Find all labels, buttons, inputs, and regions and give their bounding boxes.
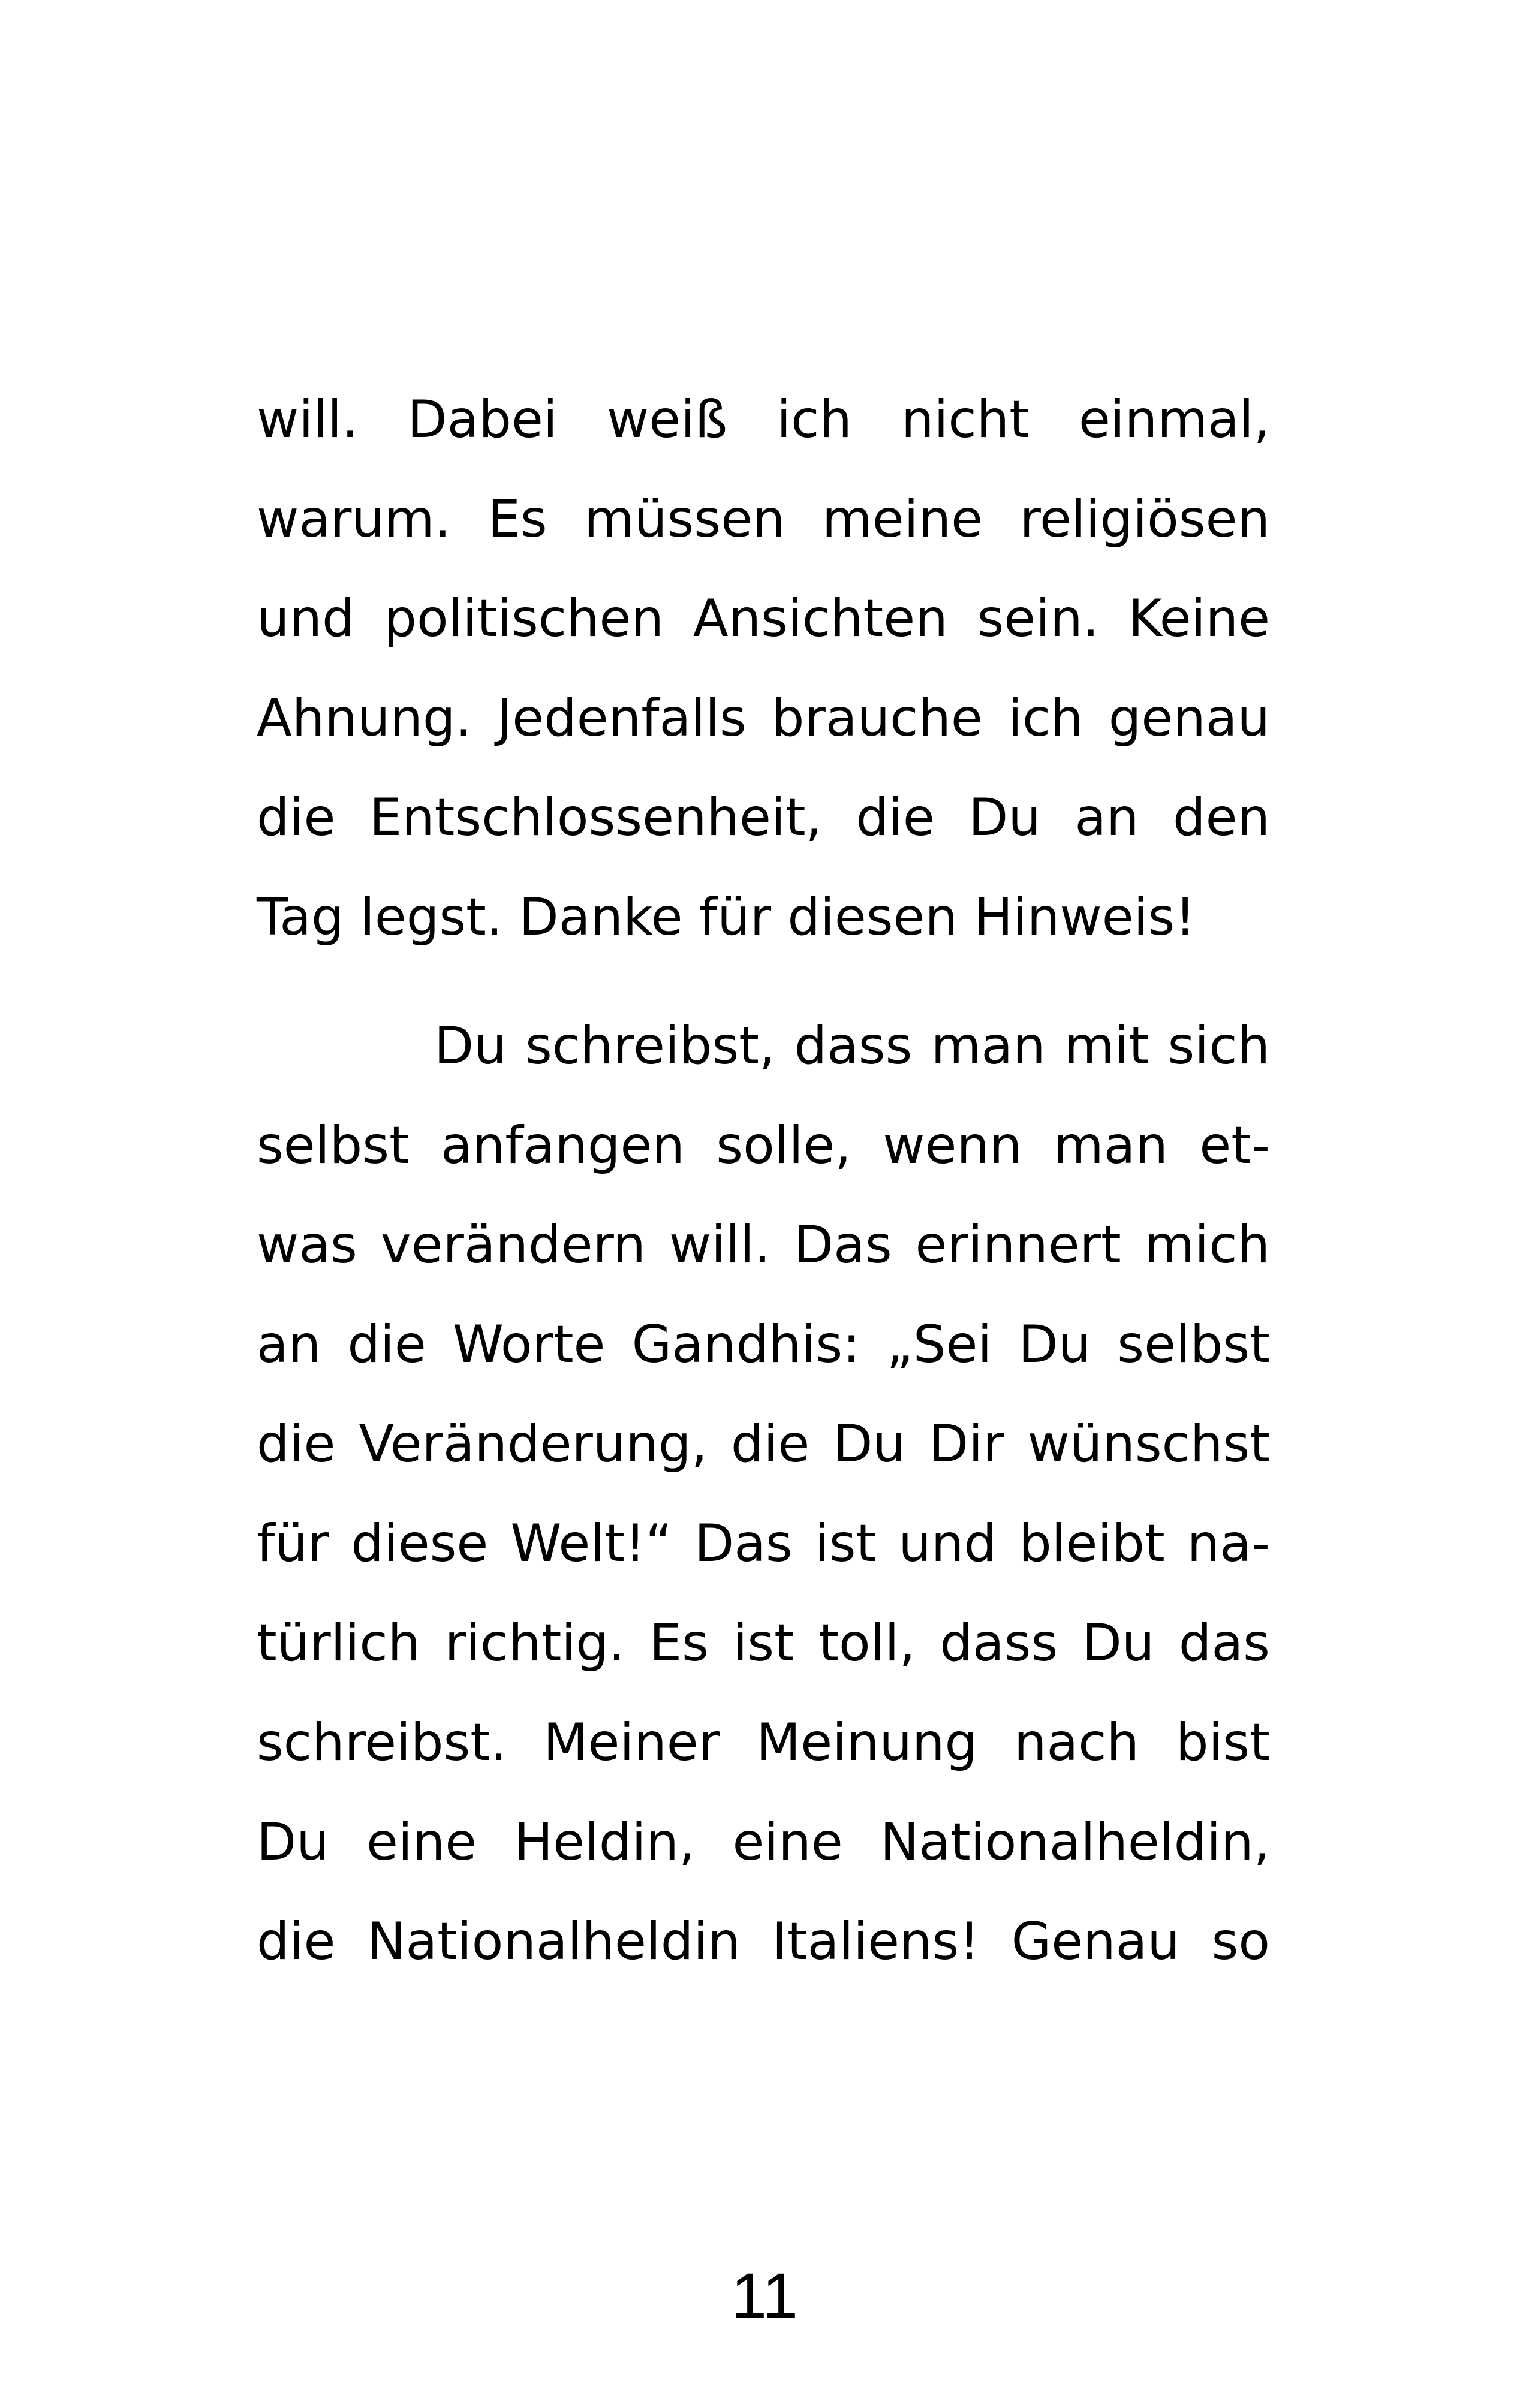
text-line: warum. Es müssen meine religiösen	[257, 489, 1270, 549]
text-line: und politischen Ansichten sein. Keine	[257, 589, 1270, 649]
text-line: Tag legst. Danke für diesen Hinweis!	[257, 887, 1196, 947]
text-line: Ahnung. Jedenfalls brauche ich genau	[257, 688, 1270, 748]
text-line: für diese Welt!“ Das ist und bleibt na-	[257, 1514, 1270, 1574]
text-line: an die Worte Gandhis: „Sei Du selbst	[257, 1315, 1270, 1375]
text-line: will. Dabei weiß ich nicht einmal,	[257, 390, 1270, 450]
text-line: Du eine Heldin, eine Nationalheldin,	[257, 1812, 1270, 1872]
text-line: Du schreibst, dass man mit sich	[434, 1016, 1270, 1076]
text-line: selbst anfangen solle, wenn man et-	[257, 1116, 1270, 1176]
text-line: was verändern will. Das erinnert mich	[257, 1215, 1270, 1275]
text-line: die Entschlossenheit, die Du an den	[257, 788, 1270, 848]
page-number: 11	[730, 2259, 799, 2332]
text-line: die Veränderung, die Du Dir wünschst	[257, 1414, 1270, 1474]
text-line: die Nationalheldin Italiens! Genau so	[257, 1912, 1270, 1972]
text-line: schreibst. Meiner Meinung nach bist	[257, 1713, 1270, 1773]
text-line: türlich richtig. Es ist toll, dass Du das	[257, 1613, 1270, 1673]
